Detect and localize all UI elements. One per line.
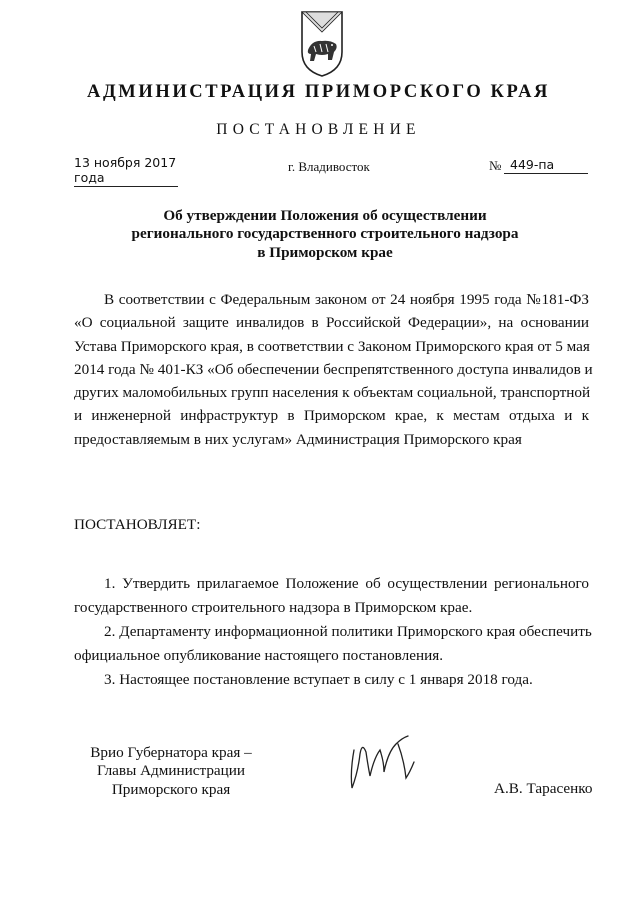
item-3-line: 3. Настоящее постановление вступает в силу с 1 января 2018 года. xyxy=(104,671,533,688)
signatory-name: А.В. Тарасенко xyxy=(494,780,593,797)
decree-items xyxy=(74,572,592,692)
preamble-line: других маломобильных групп населения к объектам социальной, транспортной xyxy=(74,384,591,402)
position-line: Врио Губернатора края – xyxy=(90,744,252,761)
organization-name: АДМИНИСТРАЦИЯ ПРИМОРСКОГО КРАЯ xyxy=(86,82,551,102)
preamble-line: Устава Приморского края, в соответствии с Законом Приморского края от 5 мая xyxy=(74,337,590,355)
title-line: в Приморском крае xyxy=(257,243,393,261)
position-line: Главы Администрации xyxy=(96,762,246,780)
handwritten-signature xyxy=(340,732,424,796)
document-date: 13 ноября 2017 года xyxy=(74,155,177,185)
signatory-position xyxy=(76,744,266,799)
preamble-line: и инженерной инфраструктур в Приморском крае, к местам отдыха и к xyxy=(74,407,589,425)
preamble-line: В соответствии с Федеральным законом от 24 ноября 1995 года №181-ФЗ xyxy=(104,291,589,308)
title-line: регионального государственного строительного надзора xyxy=(131,225,519,243)
preamble xyxy=(74,288,593,451)
document-number: 449-па xyxy=(504,157,588,174)
preamble-line: предоставляемым в них услугам» Администрация Приморского края xyxy=(74,430,522,448)
item-1-line: государственного строительного надзора в Приморском крае. xyxy=(74,599,473,616)
item-2-line: официальное опубликование настоящего постановления. xyxy=(74,647,443,664)
document-title xyxy=(95,207,555,262)
position-line: Приморского края xyxy=(111,780,231,798)
title-line: Об утверждении Положения об осуществлении xyxy=(163,207,487,224)
number-label: № xyxy=(489,158,502,173)
item-1-line: 1. Утвердить прилагаемое Положение об осуществлении регионального xyxy=(104,575,589,592)
document-type: ПОСТАНОВЛЕНИЕ xyxy=(216,121,421,138)
preamble-line: «О социальной защите инвалидов в Российской Федерации», на основании xyxy=(74,314,589,332)
preamble-line: 2014 года № 401-КЗ «Об обеспечении беспрепятственного доступа инвалидов и xyxy=(74,360,593,378)
document-city: г. Владивосток xyxy=(288,159,370,174)
coat-of-arms-icon xyxy=(298,8,346,78)
decree-word: ПОСТАНОВЛЯЕТ: xyxy=(74,516,201,533)
item-2-line: 2. Департаменту информационной политики Приморского края обеспечить xyxy=(104,623,592,640)
